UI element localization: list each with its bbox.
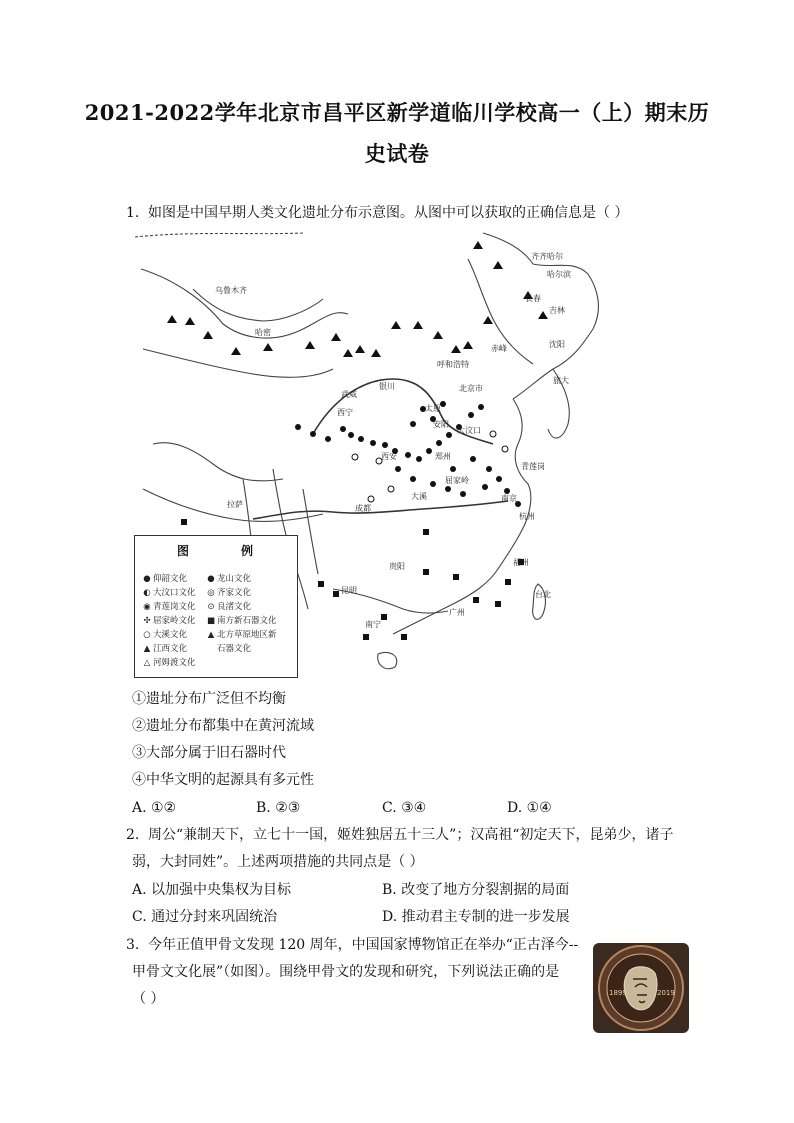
q1-option-d[interactable]: D. ①④	[507, 800, 552, 816]
city-label: 台北	[535, 590, 551, 599]
circle-icon: ○	[143, 630, 151, 640]
exam-title-line1: 2021-2022学年北京市昌平区新学道临川学校高一（上）期末历	[84, 100, 710, 125]
q1-option-a[interactable]: A. ①②	[132, 800, 177, 816]
dot-icon: ●	[207, 574, 215, 584]
steppe-site-markers	[167, 241, 548, 357]
city-label: 沈阳	[549, 340, 565, 349]
city-label: 南京	[501, 494, 517, 503]
q2-option-a[interactable]: A. 以加强中央集权为目标	[132, 882, 292, 898]
svg-text:1899: 1899	[609, 989, 627, 997]
question-3-text-line2: 甲骨文文化展”（如图）。围绕甲骨文的发现和研究，下列说法正确的是	[132, 964, 560, 980]
city-label: 贵阳	[389, 562, 405, 571]
legend-item: ▲ 江西文化	[141, 644, 187, 655]
question-3-text-line3: （ ）	[132, 991, 165, 1007]
ringed-dot-icon: ⊙	[207, 602, 215, 612]
question-1-number: 1.	[126, 205, 140, 221]
legend-item: ● 仰韶文化	[141, 574, 187, 585]
city-label: 太原	[425, 404, 441, 413]
city-label: 赤峰	[491, 344, 507, 353]
city-label: 吉林	[549, 306, 565, 315]
triangle-icon: ▲	[207, 630, 215, 640]
legend-item: ⊙ 良渚文化	[205, 602, 251, 613]
city-label: 郑州	[435, 452, 451, 461]
legend-item: ✣ 屈家岭文化	[141, 616, 196, 627]
q2-option-c[interactable]: C. 通过分封来巩固统治	[132, 909, 278, 925]
legend-title-left: 图	[177, 544, 190, 558]
q1-statement: ②遗址分布都集中在黄河流域	[132, 718, 314, 734]
city-label: 武威	[341, 390, 357, 399]
city-label: 大汶口	[457, 426, 481, 435]
triangle-icon: ▲	[143, 644, 151, 654]
archaeology-map	[133, 229, 605, 676]
legend-item: ■ 南方新石器文化	[206, 616, 277, 626]
city-label: 安阳	[433, 420, 449, 429]
city-label: 屈家岭	[445, 476, 469, 485]
question-2-stem	[126, 825, 673, 845]
city-label: 银川	[379, 382, 395, 391]
city-label: 长春	[525, 294, 541, 303]
question-2-text-line2: 弱，大封同姓”。上述两项措施的共同点是（ ）	[132, 854, 424, 870]
dot-icon: ●	[143, 574, 151, 584]
central-site-markers	[295, 401, 521, 507]
svg-text:2019: 2019	[657, 989, 675, 997]
q1-option-c[interactable]: C. ③④	[382, 800, 427, 816]
city-label: 杭州	[519, 512, 535, 521]
city-label: 成都	[355, 504, 371, 513]
city-label: 昆明	[341, 586, 357, 595]
city-label: 呼和浩特	[437, 360, 469, 369]
map-legend	[134, 535, 298, 678]
q1-statement: ④中华文明的起源具有多元性	[132, 772, 314, 788]
question-3-stem	[126, 935, 578, 955]
question-1-text: 如图是中国早期人类文化遗址分布示意图。从图中可以获取的正确信息是（ ）	[148, 205, 629, 221]
city-label: 旅大	[553, 376, 569, 385]
legend-item: ◎ 齐家文化	[205, 588, 251, 599]
question-2-number: 2.	[126, 827, 140, 843]
oracle-bone-exhibition-badge	[593, 943, 689, 1033]
badge-icon	[593, 943, 689, 1033]
bullseye-icon: ◎	[207, 588, 215, 598]
half-circle-icon: ◐	[143, 588, 151, 598]
legend-item: ● 龙山文化	[205, 574, 251, 585]
question-1-stem	[126, 203, 628, 223]
square-icon: ■	[206, 616, 216, 626]
question-2-text-line1: 周公“兼制天下，立七十一国，姬姓独居五十三人”；汉高祖“初定天下，昆弟少，诸子	[148, 827, 674, 843]
q1-statement: ①遗址分布广泛但不均衡	[132, 691, 286, 707]
city-label: 南宁	[365, 620, 381, 629]
legend-item: ◐ 大汶口文化	[141, 588, 196, 599]
exam-title-line2: 史试卷	[364, 141, 430, 166]
triangle-outline-icon: △	[143, 658, 151, 668]
city-label: 青莲岗	[521, 462, 545, 471]
legend-item: △ 河姆渡文化	[141, 658, 196, 669]
legend-item: ▲ 北方草原地区新	[205, 630, 277, 641]
city-label: 哈尔滨	[547, 270, 571, 279]
city-label: 哈密	[255, 328, 271, 337]
city-label: 乌鲁木齐	[215, 286, 247, 295]
city-label: 拉萨	[227, 500, 243, 509]
city-label: 广州	[449, 608, 465, 617]
city-label: 福州	[513, 558, 529, 567]
legend-item: ◉ 青莲岗文化	[141, 602, 196, 613]
q1-statement: ③大部分属于旧石器时代	[132, 745, 286, 761]
q2-option-d[interactable]: D. 推动君主专制的进一步发展	[382, 909, 570, 925]
city-label: 北京市	[459, 384, 483, 393]
ringed-dot-icon: ◉	[143, 602, 151, 612]
question-3-number: 3.	[126, 937, 140, 953]
city-label: 西宁	[337, 408, 353, 417]
city-label: 大溪	[411, 492, 427, 501]
legend-item-continued: 石器文化	[217, 644, 252, 654]
legend-title-right: 例	[241, 544, 254, 558]
cross-icon: ✣	[143, 616, 151, 626]
q2-option-b[interactable]: B. 改变了地方分裂割据的局面	[382, 882, 570, 898]
legend-item: ○ 大溪文化	[141, 630, 187, 641]
city-label: 西安	[381, 452, 397, 461]
question-3-text-line1: 今年正值甲骨文发现 120 周年，中国国家博物馆正在举办“正古泽今--	[148, 937, 579, 953]
q1-option-b[interactable]: B. ②③	[256, 800, 301, 816]
city-label: 齐齐哈尔	[531, 252, 563, 261]
